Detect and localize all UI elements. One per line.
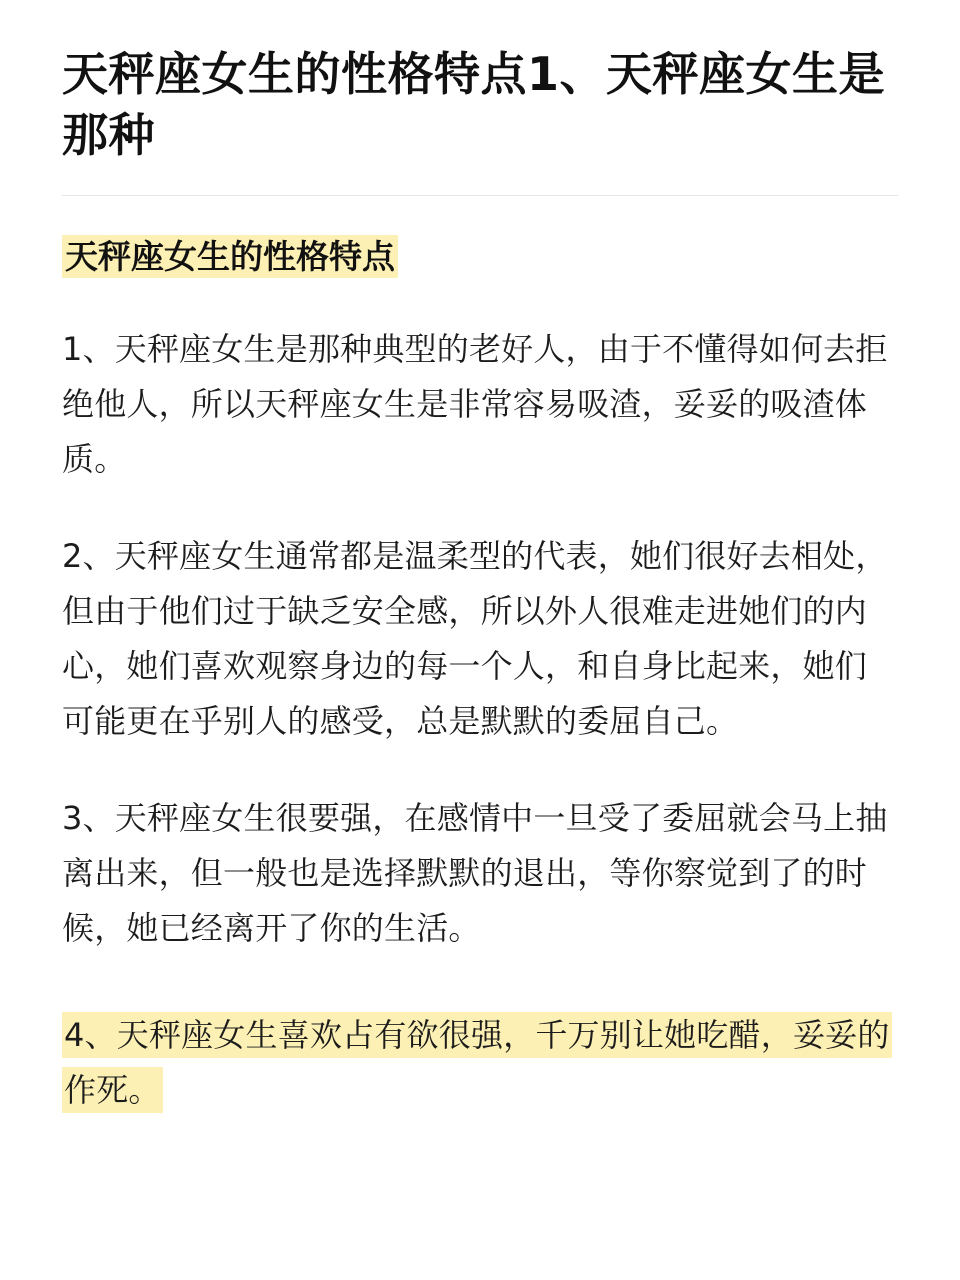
paragraph-1: 1、天秤座女生是那种典型的老好人，由于不懂得如何去拒绝他人，所以天秤座女生是非常容易吸渣，妥妥的吸渣体质。: [62, 329, 888, 478]
paragraph-4: [62, 1008, 898, 1118]
section-heading-text: 天秤座女生的性格特点: [62, 235, 398, 278]
title-divider: [62, 195, 898, 196]
paragraph-3: 3、天秤座女生很要强，在感情中一旦受了委屈就会马上抽离出来，但一般也是选择默默的退出，等你察觉到了的时候，她已经离开了你的生活。: [62, 799, 888, 948]
section-heading: [62, 232, 898, 282]
page-title: 天秤座女生的性格特点1、天秤座女生是那种: [62, 47, 886, 162]
paragraph-4-text: 4、天秤座女生喜欢占有欲很强，千万别让她吃醋，妥妥的作死。: [62, 1012, 892, 1113]
paragraph-2: 2、天秤座女生通常都是温柔型的代表，她们很好去相处，但由于他们过于缺乏安全感，所以外人很难走进她们的内心，她们喜欢观察身边的每一个人，和自身比起来，她们可能更在乎别人的感受，总是默默的委屈自己。: [62, 537, 888, 741]
